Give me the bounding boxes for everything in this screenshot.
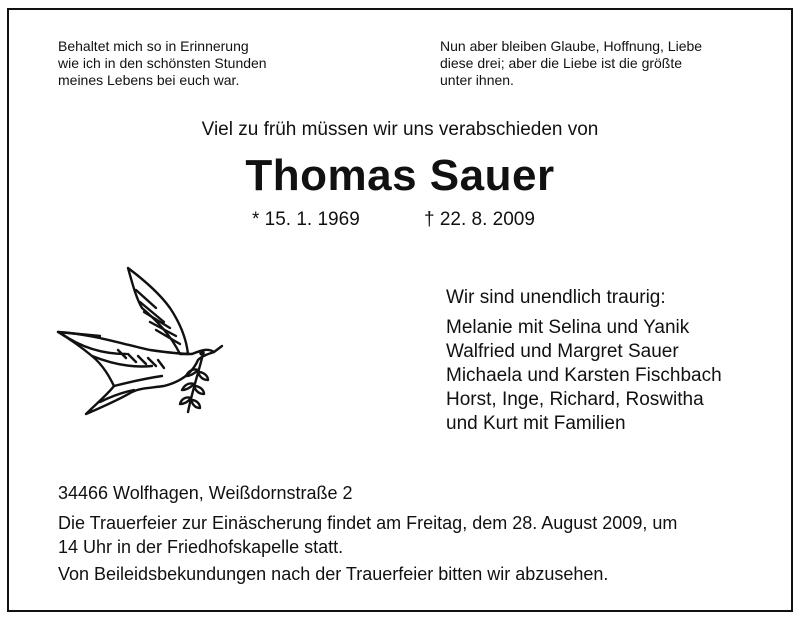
family-address: 34466 Wolfhagen, Weißdornstraße 2: [58, 483, 353, 503]
mourners-block: [446, 286, 722, 436]
quote-left-line: meines Lebens bei euch war.: [58, 72, 240, 88]
death-date: † 22. 8. 2009: [424, 209, 535, 230]
quote-left-line: Behaltet mich so in Erinnerung: [58, 38, 249, 54]
service-line: 14 Uhr in der Friedhofskapelle statt.: [58, 537, 344, 557]
birth-date: * 15. 1. 1969: [252, 209, 360, 230]
mourner-line: Michaela und Karsten Fischbach: [446, 365, 722, 386]
dove-with-olive-branch-icon: [52, 262, 228, 422]
service-line: Die Trauerfeier zur Einäscherung findet am Freitag, dem 28. August 2009, um: [58, 513, 678, 533]
mourner-line: und Kurt mit Familien: [446, 413, 626, 434]
quote-right-line: unter ihnen.: [440, 72, 514, 88]
mourner-line: Horst, Inge, Richard, Roswitha: [446, 389, 704, 410]
mourner-line: Walfried und Margret Sauer: [446, 341, 679, 362]
quote-left: [58, 38, 267, 89]
mourners-heading: Wir sind unendlich traurig:: [446, 287, 666, 308]
intro-text: Viel zu früh müssen wir uns verabschieden von: [201, 119, 599, 140]
funeral-service-info: [58, 511, 677, 559]
quote-right: [440, 38, 702, 89]
quote-right-line: diese drei; aber die Liebe ist die größte: [440, 55, 683, 71]
condolence-note: Von Beileidsbekundungen nach der Trauerfeier bitten wir abzusehen.: [58, 564, 609, 584]
quote-right-line: Nun aber bleiben Glaube, Hoffnung, Liebe: [440, 38, 703, 54]
deceased-name: Thomas Sauer: [245, 151, 555, 200]
quote-left-line: wie ich in den schönsten Stunden: [58, 55, 267, 71]
mourner-line: Melanie mit Selina und Yanik: [446, 317, 690, 338]
